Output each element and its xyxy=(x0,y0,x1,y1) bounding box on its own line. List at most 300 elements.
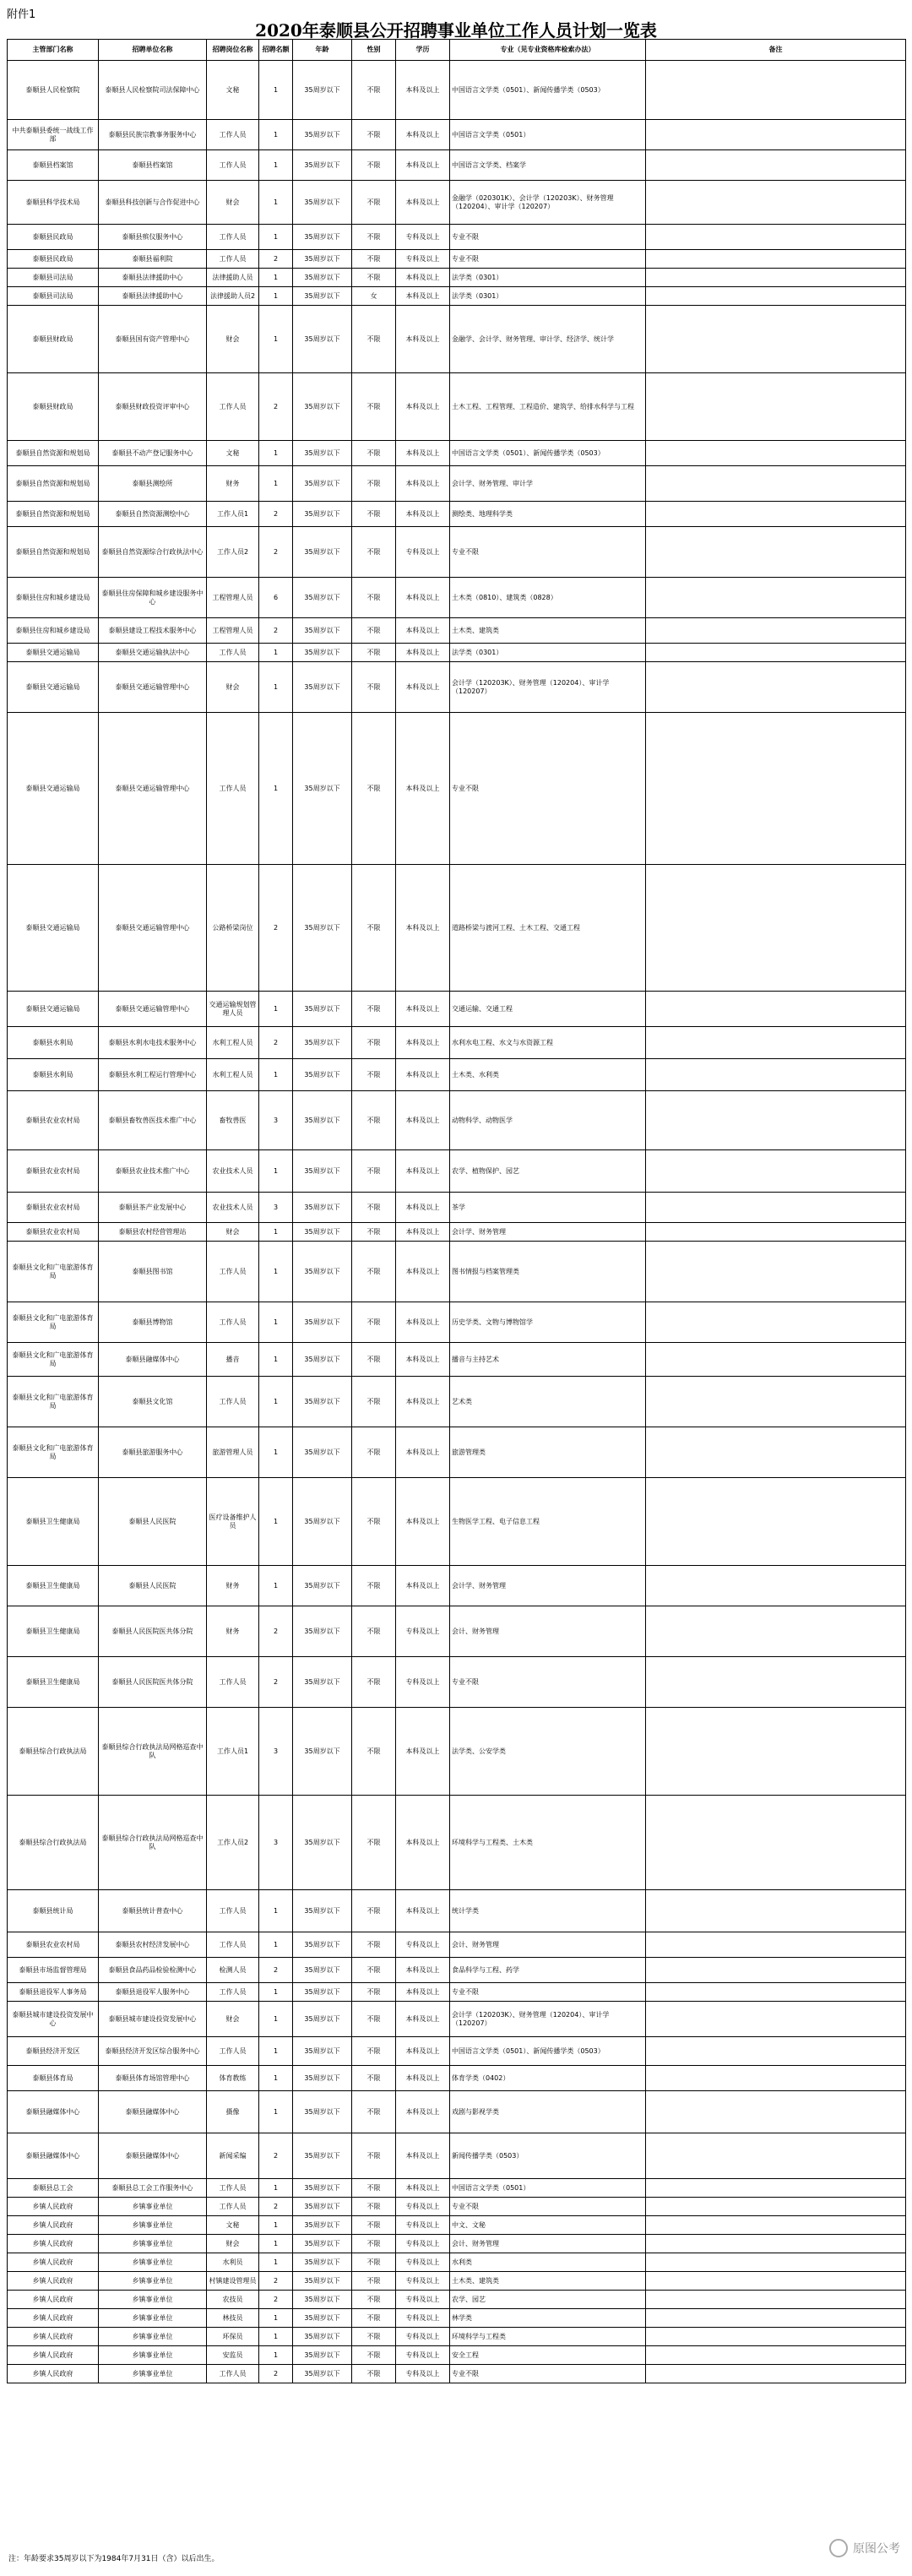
table-row xyxy=(8,992,906,1027)
post-cell: 财务 xyxy=(207,1566,259,1606)
age-cell: 35周岁以下 xyxy=(293,2291,352,2309)
post-cell: 林技员 xyxy=(207,2309,259,2328)
unit-cell: 泰顺县住房保障和城乡建设服务中心 xyxy=(99,578,207,618)
gender-cell: 不限 xyxy=(352,250,396,269)
gender-cell: 不限 xyxy=(352,1343,396,1377)
major-cell: 土木类、建筑类 xyxy=(450,618,646,644)
table-row xyxy=(8,578,906,618)
table-row xyxy=(8,287,906,306)
dept-cell: 泰顺县水利局 xyxy=(8,1059,99,1091)
gender-cell: 不限 xyxy=(352,441,396,466)
age-cell: 35周岁以下 xyxy=(293,2309,352,2328)
post-cell: 工作人员 xyxy=(207,713,259,865)
unit-cell: 泰顺县不动产登记服务中心 xyxy=(99,441,207,466)
edu-cell: 本科及以上 xyxy=(396,1302,450,1343)
age-cell: 35周岁以下 xyxy=(293,1566,352,1606)
table-row xyxy=(8,865,906,992)
post-cell: 财务 xyxy=(207,466,259,502)
unit-cell: 泰顺县水利水电技术服务中心 xyxy=(99,1027,207,1059)
major-cell: 土木类、水利类 xyxy=(450,1059,646,1091)
edu-cell: 本科及以上 xyxy=(396,2179,450,2198)
quota-cell: 1 xyxy=(259,1566,293,1606)
major-cell: 专业不限 xyxy=(450,225,646,250)
note-cell xyxy=(646,373,906,441)
edu-cell: 本科及以上 xyxy=(396,2002,450,2037)
age-cell: 35周岁以下 xyxy=(293,578,352,618)
age-cell: 35周岁以下 xyxy=(293,466,352,502)
age-cell: 35周岁以下 xyxy=(293,1343,352,1377)
quota-cell: 1 xyxy=(259,269,293,287)
edu-cell: 专科及以上 xyxy=(396,250,450,269)
edu-cell: 本科及以上 xyxy=(396,373,450,441)
unit-cell: 泰顺县融媒体中心 xyxy=(99,2133,207,2179)
unit-cell: 乡镇事业单位 xyxy=(99,2291,207,2309)
gender-cell: 不限 xyxy=(352,2309,396,2328)
edu-cell: 本科及以上 xyxy=(396,150,450,181)
table-row xyxy=(8,466,906,502)
edu-cell: 本科及以上 xyxy=(396,1150,450,1193)
unit-cell: 泰顺县档案馆 xyxy=(99,150,207,181)
quota-cell: 1 xyxy=(259,150,293,181)
table-row xyxy=(8,1427,906,1478)
quota-cell: 2 xyxy=(259,527,293,578)
major-cell: 中国语言文学类（0501）、新闻传播学类（0503） xyxy=(450,441,646,466)
column-header: 主管部门名称 xyxy=(8,40,99,61)
gender-cell: 不限 xyxy=(352,1027,396,1059)
dept-cell: 泰顺县卫生健康局 xyxy=(8,1606,99,1657)
quota-cell: 2 xyxy=(259,2133,293,2179)
unit-cell: 泰顺县人民医院医共体分院 xyxy=(99,1606,207,1657)
note-cell xyxy=(646,2309,906,2328)
major-cell: 安全工程 xyxy=(450,2346,646,2365)
table-row xyxy=(8,373,906,441)
unit-cell: 泰顺县农村经济发展中心 xyxy=(99,1932,207,1958)
dept-cell: 乡镇人民政府 xyxy=(8,2365,99,2383)
post-cell: 检测人员 xyxy=(207,1958,259,1983)
table-row xyxy=(8,1343,906,1377)
age-cell: 35周岁以下 xyxy=(293,1606,352,1657)
note-cell xyxy=(646,992,906,1027)
dept-cell: 泰顺县档案馆 xyxy=(8,150,99,181)
edu-cell: 专科及以上 xyxy=(396,225,450,250)
note-cell xyxy=(646,2272,906,2291)
quota-cell: 2 xyxy=(259,1958,293,1983)
post-cell: 财会 xyxy=(207,2235,259,2253)
dept-cell: 泰顺县综合行政执法局 xyxy=(8,1708,99,1796)
age-cell: 35周岁以下 xyxy=(293,662,352,713)
quota-cell: 1 xyxy=(259,441,293,466)
gender-cell: 不限 xyxy=(352,1302,396,1343)
post-cell: 工作人员 xyxy=(207,2037,259,2066)
note-cell xyxy=(646,1566,906,1606)
age-cell: 35周岁以下 xyxy=(293,1377,352,1427)
age-cell: 35周岁以下 xyxy=(293,1657,352,1708)
gender-cell: 不限 xyxy=(352,527,396,578)
note-cell xyxy=(646,150,906,181)
table-row xyxy=(8,2091,906,2133)
unit-cell: 泰顺县文化馆 xyxy=(99,1377,207,1427)
major-cell: 会计学、财务管理 xyxy=(450,1223,646,1242)
major-cell: 测绘类、地理科学类 xyxy=(450,502,646,527)
major-cell: 会计、财务管理 xyxy=(450,2235,646,2253)
dept-cell: 泰顺县融媒体中心 xyxy=(8,2133,99,2179)
unit-cell: 乡镇事业单位 xyxy=(99,2235,207,2253)
dept-cell: 泰顺县农业农村局 xyxy=(8,1223,99,1242)
quota-cell: 6 xyxy=(259,578,293,618)
age-cell: 35周岁以下 xyxy=(293,992,352,1027)
post-cell: 医疗设备维护人员 xyxy=(207,1478,259,1566)
unit-cell: 乡镇事业单位 xyxy=(99,2253,207,2272)
dept-cell: 中共泰顺县委统一战线工作部 xyxy=(8,120,99,150)
age-cell: 35周岁以下 xyxy=(293,1193,352,1223)
post-cell: 公路桥梁岗位 xyxy=(207,865,259,992)
edu-cell: 本科及以上 xyxy=(396,287,450,306)
dept-cell: 乡镇人民政府 xyxy=(8,2253,99,2272)
post-cell: 农业技术人员 xyxy=(207,1150,259,1193)
unit-cell: 泰顺县水利工程运行管理中心 xyxy=(99,1059,207,1091)
post-cell: 财会 xyxy=(207,1223,259,1242)
table-header-row xyxy=(8,40,906,61)
quota-cell: 1 xyxy=(259,1377,293,1427)
unit-cell: 泰顺县法律援助中心 xyxy=(99,287,207,306)
note-cell xyxy=(646,865,906,992)
post-cell: 畜牧兽医 xyxy=(207,1091,259,1150)
major-cell: 会计学、财务管理 xyxy=(450,1566,646,1606)
table-row xyxy=(8,662,906,713)
dept-cell: 泰顺县体育局 xyxy=(8,2066,99,2091)
edu-cell: 本科及以上 xyxy=(396,1478,450,1566)
gender-cell: 不限 xyxy=(352,2291,396,2309)
unit-cell: 泰顺县总工会工作服务中心 xyxy=(99,2179,207,2198)
age-cell: 35周岁以下 xyxy=(293,1796,352,1890)
post-cell: 工作人员 xyxy=(207,1932,259,1958)
gender-cell: 不限 xyxy=(352,578,396,618)
note-cell xyxy=(646,644,906,662)
note-cell xyxy=(646,466,906,502)
major-cell: 中国语言文学类（0501）、新闻传播学类（0503） xyxy=(450,2037,646,2066)
note-cell xyxy=(646,225,906,250)
table-row xyxy=(8,2309,906,2328)
dept-cell: 泰顺县农业农村局 xyxy=(8,1091,99,1150)
edu-cell: 本科及以上 xyxy=(396,1027,450,1059)
table-row xyxy=(8,1091,906,1150)
quota-cell: 1 xyxy=(259,644,293,662)
age-cell: 35周岁以下 xyxy=(293,2346,352,2365)
quota-cell: 1 xyxy=(259,1059,293,1091)
quota-cell: 3 xyxy=(259,1193,293,1223)
unit-cell: 泰顺县农业技术推广中心 xyxy=(99,1150,207,1193)
major-cell: 专业不限 xyxy=(450,1983,646,2002)
dept-cell: 泰顺县水利局 xyxy=(8,1027,99,1059)
gender-cell: 不限 xyxy=(352,1427,396,1478)
edu-cell: 本科及以上 xyxy=(396,865,450,992)
quota-cell: 2 xyxy=(259,2291,293,2309)
unit-cell: 泰顺县人民医院医共体分院 xyxy=(99,1657,207,1708)
major-cell: 中文、文秘 xyxy=(450,2216,646,2235)
unit-cell: 泰顺县融媒体中心 xyxy=(99,2091,207,2133)
note-cell xyxy=(646,1223,906,1242)
age-cell: 35周岁以下 xyxy=(293,120,352,150)
unit-cell: 泰顺县图书馆 xyxy=(99,1242,207,1302)
edu-cell: 专科及以上 xyxy=(396,2272,450,2291)
age-cell: 35周岁以下 xyxy=(293,2066,352,2091)
table-row xyxy=(8,1932,906,1958)
dept-cell: 泰顺县统计局 xyxy=(8,1890,99,1932)
gender-cell: 不限 xyxy=(352,1150,396,1193)
unit-cell: 泰顺县城市建设投资发展中心 xyxy=(99,2002,207,2037)
table-row xyxy=(8,150,906,181)
quota-cell: 1 xyxy=(259,1427,293,1478)
table-row xyxy=(8,2328,906,2346)
dept-cell: 泰顺县经济开发区 xyxy=(8,2037,99,2066)
dept-cell: 泰顺县文化和广电旅游体育局 xyxy=(8,1427,99,1478)
table-row xyxy=(8,1708,906,1796)
note-cell xyxy=(646,2198,906,2216)
major-cell: 新闻传播学类（0503） xyxy=(450,2133,646,2179)
edu-cell: 本科及以上 xyxy=(396,1427,450,1478)
quota-cell: 2 xyxy=(259,373,293,441)
table-row xyxy=(8,1657,906,1708)
note-cell xyxy=(646,441,906,466)
major-cell: 体育学类（0402） xyxy=(450,2066,646,2091)
age-cell: 35周岁以下 xyxy=(293,1302,352,1343)
gender-cell: 不限 xyxy=(352,2037,396,2066)
post-cell: 摄像 xyxy=(207,2091,259,2133)
table-row xyxy=(8,644,906,662)
edu-cell: 本科及以上 xyxy=(396,1566,450,1606)
age-cell: 35周岁以下 xyxy=(293,1708,352,1796)
table-row xyxy=(8,2272,906,2291)
gender-cell: 不限 xyxy=(352,1377,396,1427)
edu-cell: 本科及以上 xyxy=(396,441,450,466)
major-cell: 茶学 xyxy=(450,1193,646,1223)
note-cell xyxy=(646,662,906,713)
quota-cell: 1 xyxy=(259,2216,293,2235)
gender-cell: 不限 xyxy=(352,269,396,287)
edu-cell: 本科及以上 xyxy=(396,1796,450,1890)
quota-cell: 1 xyxy=(259,2253,293,2272)
unit-cell: 乡镇事业单位 xyxy=(99,2272,207,2291)
age-cell: 35周岁以下 xyxy=(293,2091,352,2133)
quota-cell: 1 xyxy=(259,992,293,1027)
gender-cell: 不限 xyxy=(352,644,396,662)
note-cell xyxy=(646,2365,906,2383)
quota-cell: 2 xyxy=(259,502,293,527)
dept-cell: 泰顺县民政局 xyxy=(8,225,99,250)
note-cell xyxy=(646,618,906,644)
unit-cell: 泰顺县农村经营管理站 xyxy=(99,1223,207,1242)
major-cell: 生物医学工程、电子信息工程 xyxy=(450,1478,646,1566)
column-header: 性别 xyxy=(352,40,396,61)
gender-cell: 不限 xyxy=(352,2066,396,2091)
quota-cell: 1 xyxy=(259,2037,293,2066)
gender-cell: 不限 xyxy=(352,2328,396,2346)
post-cell: 工作人员1 xyxy=(207,502,259,527)
major-cell: 旅游管理类 xyxy=(450,1427,646,1478)
gender-cell: 不限 xyxy=(352,181,396,225)
age-cell: 35周岁以下 xyxy=(293,2235,352,2253)
wechat-logo-icon xyxy=(829,2539,848,2557)
unit-cell: 泰顺县畜牧兽医技术推广中心 xyxy=(99,1091,207,1150)
table-row xyxy=(8,1478,906,1566)
note-cell xyxy=(646,1302,906,1343)
quota-cell: 1 xyxy=(259,2328,293,2346)
edu-cell: 本科及以上 xyxy=(396,1377,450,1427)
major-cell: 法学类、公安学类 xyxy=(450,1708,646,1796)
quota-cell: 1 xyxy=(259,466,293,502)
dept-cell: 泰顺县交通运输局 xyxy=(8,662,99,713)
quota-cell: 2 xyxy=(259,250,293,269)
dept-cell: 泰顺县民政局 xyxy=(8,250,99,269)
age-cell: 35周岁以下 xyxy=(293,1478,352,1566)
gender-cell: 不限 xyxy=(352,373,396,441)
unit-cell: 泰顺县交通运输执法中心 xyxy=(99,644,207,662)
post-cell: 财会 xyxy=(207,662,259,713)
gender-cell: 不限 xyxy=(352,1242,396,1302)
post-cell: 农业技术人员 xyxy=(207,1193,259,1223)
note-cell xyxy=(646,1890,906,1932)
quota-cell: 1 xyxy=(259,61,293,120)
gender-cell: 不限 xyxy=(352,1059,396,1091)
edu-cell: 专科及以上 xyxy=(396,2235,450,2253)
major-cell: 农学、园艺 xyxy=(450,2291,646,2309)
post-cell: 体育教练 xyxy=(207,2066,259,2091)
note-cell xyxy=(646,1427,906,1478)
note-cell xyxy=(646,502,906,527)
edu-cell: 专科及以上 xyxy=(396,2291,450,2309)
major-cell: 图书情报与档案管理类 xyxy=(450,1242,646,1302)
dept-cell: 乡镇人民政府 xyxy=(8,2346,99,2365)
age-cell: 35周岁以下 xyxy=(293,1223,352,1242)
dept-cell: 乡镇人民政府 xyxy=(8,2198,99,2216)
note-cell xyxy=(646,1796,906,1890)
unit-cell: 泰顺县综合行政执法局网格巡查中队 xyxy=(99,1796,207,1890)
gender-cell: 不限 xyxy=(352,2235,396,2253)
watermark xyxy=(829,2539,900,2557)
post-cell: 农技员 xyxy=(207,2291,259,2309)
age-cell: 35周岁以下 xyxy=(293,225,352,250)
quota-cell: 1 xyxy=(259,1302,293,1343)
age-cell: 35周岁以下 xyxy=(293,1427,352,1478)
major-cell: 专业不限 xyxy=(450,1657,646,1708)
gender-cell: 不限 xyxy=(352,1796,396,1890)
post-cell: 播音 xyxy=(207,1343,259,1377)
edu-cell: 本科及以上 xyxy=(396,1059,450,1091)
gender-cell: 不限 xyxy=(352,1657,396,1708)
table-row xyxy=(8,1796,906,1890)
post-cell: 法律援助人员2 xyxy=(207,287,259,306)
unit-cell: 泰顺县福利院 xyxy=(99,250,207,269)
dept-cell: 泰顺县交通运输局 xyxy=(8,644,99,662)
age-cell: 35周岁以下 xyxy=(293,2365,352,2383)
unit-cell: 泰顺县食品药品检验检测中心 xyxy=(99,1958,207,1983)
major-cell: 土木类（0810）、建筑类（0828） xyxy=(450,578,646,618)
post-cell: 工程管理人员 xyxy=(207,578,259,618)
table-row xyxy=(8,1242,906,1302)
post-cell: 村镇建设管理员 xyxy=(207,2272,259,2291)
age-cell: 35周岁以下 xyxy=(293,2133,352,2179)
major-cell: 中国语言文学类（0501） xyxy=(450,120,646,150)
major-cell: 中国语言文学类（0501） xyxy=(450,2179,646,2198)
note-cell xyxy=(646,269,906,287)
post-cell: 水利工程人员 xyxy=(207,1027,259,1059)
post-cell: 工作人员 xyxy=(207,1983,259,2002)
age-cell: 35周岁以下 xyxy=(293,373,352,441)
gender-cell: 不限 xyxy=(352,2133,396,2179)
gender-cell: 不限 xyxy=(352,1091,396,1150)
age-cell: 35周岁以下 xyxy=(293,441,352,466)
dept-cell: 泰顺县农业农村局 xyxy=(8,1932,99,1958)
quota-cell: 2 xyxy=(259,1657,293,1708)
age-cell: 35周岁以下 xyxy=(293,2216,352,2235)
age-cell: 35周岁以下 xyxy=(293,150,352,181)
post-cell: 工作人员 xyxy=(207,1302,259,1343)
edu-cell: 专科及以上 xyxy=(396,2365,450,2383)
edu-cell: 本科及以上 xyxy=(396,644,450,662)
note-cell xyxy=(646,306,906,373)
gender-cell: 不限 xyxy=(352,2002,396,2037)
unit-cell: 泰顺县民族宗教事务服务中心 xyxy=(99,120,207,150)
table-row xyxy=(8,225,906,250)
gender-cell: 不限 xyxy=(352,466,396,502)
age-cell: 35周岁以下 xyxy=(293,1091,352,1150)
table-row xyxy=(8,441,906,466)
quota-cell: 1 xyxy=(259,306,293,373)
post-cell: 工作人员 xyxy=(207,150,259,181)
edu-cell: 本科及以上 xyxy=(396,502,450,527)
post-cell: 文秘 xyxy=(207,2216,259,2235)
table-row xyxy=(8,713,906,865)
edu-cell: 本科及以上 xyxy=(396,2091,450,2133)
dept-cell: 泰顺县住房和城乡建设局 xyxy=(8,578,99,618)
gender-cell: 不限 xyxy=(352,150,396,181)
dept-cell: 乡镇人民政府 xyxy=(8,2291,99,2309)
unit-cell: 泰顺县退役军人服务中心 xyxy=(99,1983,207,2002)
age-cell: 35周岁以下 xyxy=(293,1150,352,1193)
table-row xyxy=(8,61,906,120)
post-cell: 工作人员 xyxy=(207,2365,259,2383)
note-cell xyxy=(646,2235,906,2253)
quota-cell: 2 xyxy=(259,618,293,644)
edu-cell: 本科及以上 xyxy=(396,1958,450,1983)
page-title: 2020年泰顺县公开招聘事业单位工作人员计划一览表 xyxy=(255,20,657,41)
edu-cell: 本科及以上 xyxy=(396,713,450,865)
edu-cell: 本科及以上 xyxy=(396,1091,450,1150)
quota-cell: 1 xyxy=(259,662,293,713)
major-cell: 法学类（0301） xyxy=(450,269,646,287)
age-cell: 35周岁以下 xyxy=(293,1958,352,1983)
edu-cell: 专科及以上 xyxy=(396,2346,450,2365)
table-row xyxy=(8,2291,906,2309)
note-cell xyxy=(646,578,906,618)
post-cell: 财务 xyxy=(207,1606,259,1657)
age-cell: 35周岁以下 xyxy=(293,287,352,306)
dept-cell: 泰顺县总工会 xyxy=(8,2179,99,2198)
table-row xyxy=(8,2002,906,2037)
table-row xyxy=(8,1566,906,1606)
dept-cell: 乡镇人民政府 xyxy=(8,2309,99,2328)
major-cell: 艺术类 xyxy=(450,1377,646,1427)
table-row xyxy=(8,1890,906,1932)
note-cell xyxy=(646,250,906,269)
major-cell: 戏剧与影视学类 xyxy=(450,2091,646,2133)
dept-cell: 泰顺县退役军人事务局 xyxy=(8,1983,99,2002)
note-cell xyxy=(646,2133,906,2179)
table-row xyxy=(8,502,906,527)
note-cell xyxy=(646,2002,906,2037)
dept-cell: 泰顺县自然资源和规划局 xyxy=(8,502,99,527)
quota-cell: 3 xyxy=(259,1091,293,1150)
